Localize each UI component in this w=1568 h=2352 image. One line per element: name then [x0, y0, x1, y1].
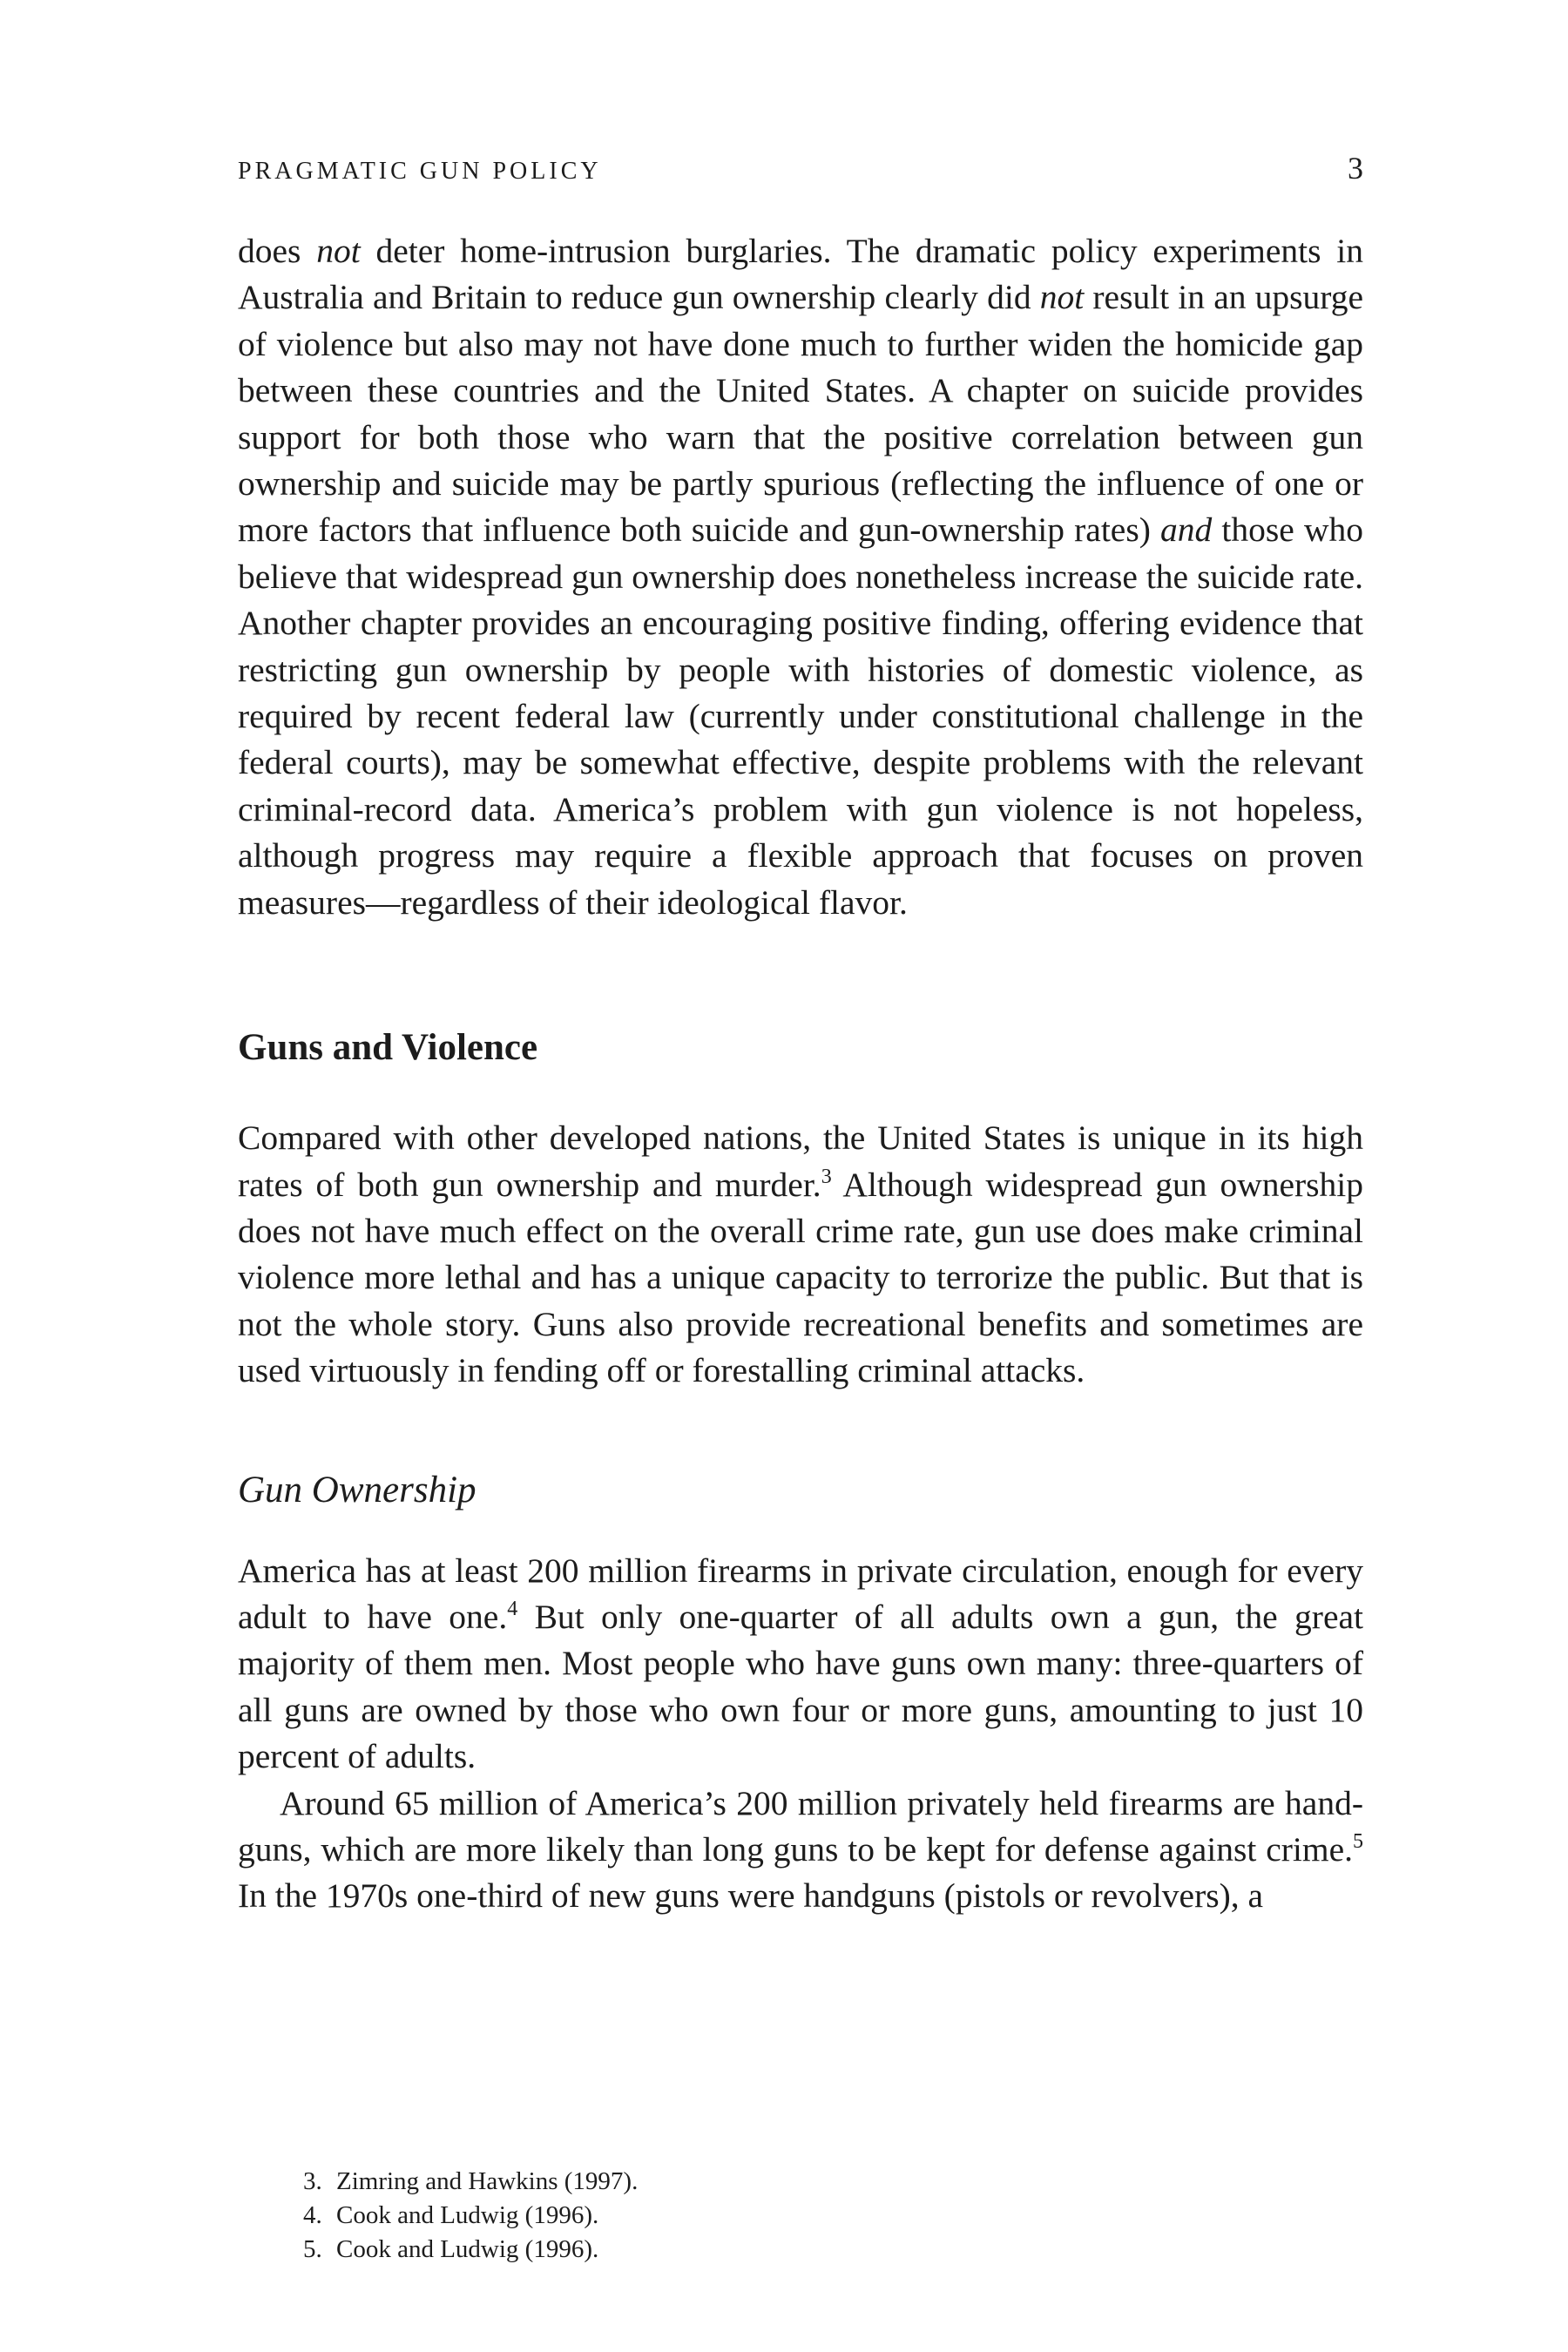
subsection-heading: Gun Ownership [238, 1469, 476, 1511]
footnote: 3. Zimring and Hawkins (1997). [303, 2167, 639, 2195]
page-number: 3 [1348, 151, 1363, 186]
subsection-paragraph-2: Around 65 million of America’s 200 million privately held firearms are handguns, which are more likely than long guns to be kept for defense against crime.$^5$ In the 1970s one-third of new guns were handguns (pistols or revolvers), a [238, 1783, 1363, 1916]
footnote-ref-5[interactable]: 5 [1353, 1829, 1363, 1853]
section-paragraph: Compared with other developed nations, the United States is unique in its high rates of both gun ownership and murder.$^3$ Although widespread gun ownership does not have much effect on the overall crime rate, gun use does make criminal violence more lethal and has a unique capacity to terrorize the public. But that is not the whole story. Guns also provide recreational benefits and sometimes are used virtuously in fending off or forestalling criminal attacks. [238, 1119, 1363, 1390]
intro-paragraph: does not deter home-intrusion burglaries. The dramatic policy experiments in Australia and Britain to reduce gun ownership clearly did not result in an upsurge of violence but also may not have done much to further widen the homicide gap between these countries and the United States. A chapter on suicide provides support for both those who warn that the positive correlation between gun ownership and suicide may be partly spurious (reflecting the influence of one or more factors that influence both suicide and gun-ownership rates) and those who believe that widespread gun ownership does nonetheless increase the suicide rate. Another chapter provides an encouraging positive finding, offering evidence that restricting gun ownership by people with histories of domestic violence, as required by recent federal law (currently under constitutional challenge in the federal courts), may be somewhat effective, despite problems with the relevant criminal-record data. America’s problem with gun violence is not hopeless, although progress may require a flexible approach that focuses on proven measures—regardless of their ideological flavor. [238, 232, 1363, 922]
section-heading: Guns and Violence [238, 1027, 538, 1069]
footnote: 4. Cook and Ludwig (1996). [303, 2201, 599, 2229]
footnote-ref-3[interactable]: 3 [821, 1165, 832, 1188]
footnotes [303, 2165, 638, 2267]
subsection-paragraph-1: America has at least 200 million firearms in private circulation, enough for every adult to have one.$^4$ But only one-quarter of all adults own a gun, the great majority of them men. Most people who have guns own many: three-quarters of all guns are owned by those who own four or more guns, amounting to just 10 percent of adults. [238, 1551, 1363, 1776]
footnote: 5. Cook and Ludwig (1996). [303, 2235, 599, 2263]
body-text [238, 228, 1363, 1920]
running-header [238, 150, 1363, 186]
running-title: PRAGMATIC GUN POLICY [238, 158, 602, 185]
footnote-ref-4[interactable]: 4 [507, 1597, 518, 1620]
